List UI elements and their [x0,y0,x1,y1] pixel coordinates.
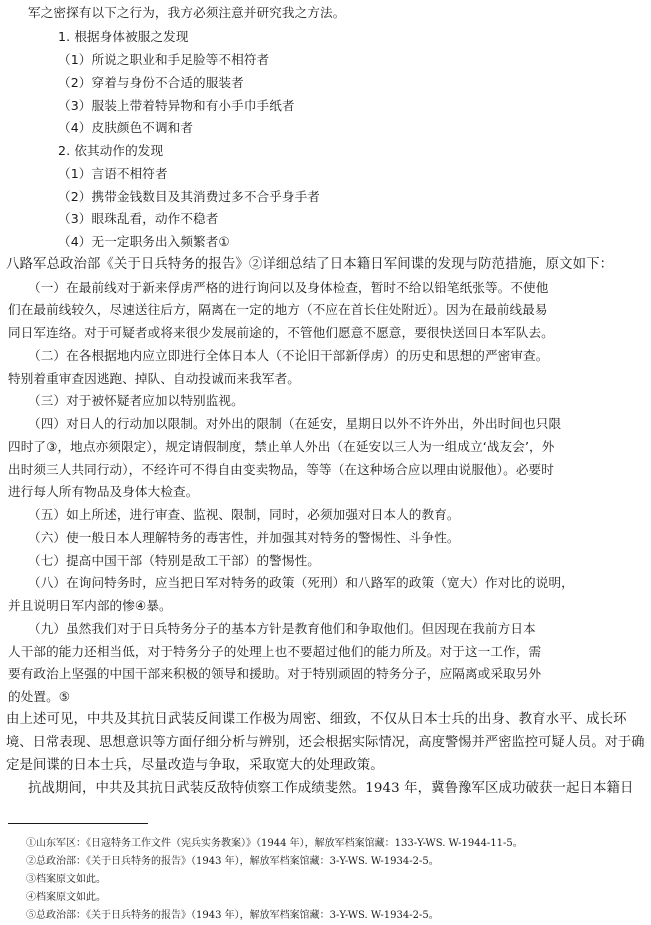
quoted-line: （八）在询问特务时，应当把日军对特务的政策（死刑）和八路军的政策（宽大）作对比的说明， [28,575,574,590]
body-line: 境、日常表现、思想意识等方面仔细分析与辨别，还会根据实际情况，高度警惕并严密监控可疑人员。对于确 [6,735,645,750]
intro-line: （3）眼珠乱看，动作不稳者 [58,211,219,226]
body-line: 定是间谍的日本士兵，尽量改造与争取，采取宽大的处理政策。 [6,758,384,773]
footnote: ①山东军区：《日寇特务工作文件（宪兵实务教案）》（1944 年），解放军档案馆藏：133-Y-WS. W-1944-11-5。 [26,838,523,849]
quoted-line: （六）使一般日本人理解特务的毒害性，并加强其对特务的警惕性、斗争性。 [28,530,460,545]
quoted-line: 们在最前线较久，尽速送往后方，隔离在一定的地方（不应在首长住处附近）。因为在最前线最易 [8,302,548,317]
intro-line: （1）所说之职业和手足脸等不相符者 [58,52,270,67]
quoted-line: （七）提高中国干部（特别是敌工干部）的警惕性。 [28,553,320,568]
body-line: 由上述可见，中共及其抗日武装反间谍工作极为周密、细致，不仅从日本士兵的出身、教育水平、成长环 [6,712,627,727]
footnote: ②总政治部：《关于日兵特务的报告》（1943 年），解放军档案馆藏：3-Y-WS. W-1934-2-5。 [26,856,439,867]
quoted-line: 并且说明日军内部的惨④暴。 [8,598,172,613]
quoted-line: 的处置。⑤ [8,689,71,704]
quoted-line: （一）在最前线对于新来俘虏严格的进行询问以及身体检查，暂时不给以铅笔纸张等。不使他 [28,280,549,295]
quoted-line: （三）对于被怀疑者应加以特别监视。 [28,393,244,408]
quoted-line: （四）对日人的行动加以限制。对外出的限制（在延安，星期日以外不许外出，外出时间也只限 [28,416,562,431]
intro-line: （2）穿着与身份不合适的服装者 [58,75,244,90]
quoted-line: 人干部的能力还相当低，对于特务分子的处理上也不要超过他们的能力所及。对于这一工作，需 [8,644,542,659]
intro-line: （4）皮肤颜色不调和者 [58,120,194,135]
quoted-line: （九）虽然我们对于日兵特务分子的基本方针是教育他们和争取他们。但因现在我前方日本 [28,621,536,636]
intro-line: 2. 依其动作的发现 [58,143,164,158]
intro-line: （3）服装上带着特异物和有小手巾手纸者 [58,98,295,113]
footnote: ④档案原文如此。 [26,892,106,903]
quoted-line: （二）在各根据地内应立即进行全体日本人（不论旧干部新俘虏）的历史和思想的严密审查。 [28,348,549,363]
footnote: ⑤总政治部：《关于日兵特务的报告》（1943 年），解放军档案馆藏：3-Y-WS. W-1934-2-5。 [26,910,439,921]
body-line: 抗战期间，中共及其抗日武装反敌特侦察工作成绩斐然。1943 年，冀鲁豫军区成功破获一起日本籍日 [28,781,634,796]
intro-line: 军之密探有以下之行为，我方必须注意并研究我之方法。 [28,5,346,20]
quoted-line: 要有政治上坚强的中国干部来积极的领导和援助。对于特别顽固的特务分子，应隔离或采取另外 [8,666,542,681]
intro-line: （2）携带金钱数目及其消费过多不合乎身手者 [58,189,320,204]
footnote: ③档案原文如此。 [26,874,106,885]
intro-line: 1. 根据身体被服之发现 [58,29,189,44]
lead-paragraph: 八路军总政治部《关于日兵特务的报告》②详细总结了日本籍日军间谍的发现与防范措施，原文如下： [6,257,614,272]
intro-line: （4）无一定职务出入频繁者① [58,234,230,249]
quoted-line: 四时了③，地点亦须限定），规定请假制度，禁止单人外出（在延安以三人为一组成立‘战友会’，外 [8,439,555,454]
quoted-line: （五）如上所述，进行审查、监视、限制，同时，必须加强对日本人的教育。 [28,507,460,522]
intro-line: （1）言语不相符者 [58,166,168,181]
footnote-divider [8,823,148,824]
quoted-line: 出时须三人共同行动），不经许可不得自由变卖物品，等等（在这种场合应以理由说服他）。必要时 [8,462,554,477]
quoted-line: 同日军连络。对于可疑者或将来很少发展前途的，不管他们愿意不愿意，要很快送回日本军队去。 [8,325,554,340]
quoted-line: 特别着重审查因逃跑、掉队、自动投诚而来我军者。 [8,371,300,386]
quoted-line: 进行每人所有物品及身体大检查。 [8,484,199,499]
